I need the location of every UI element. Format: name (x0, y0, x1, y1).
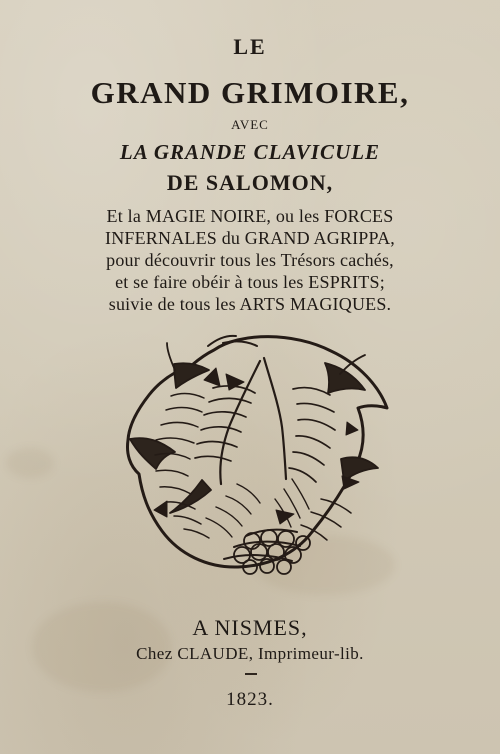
title-line-salomon: DE SALOMON, (166, 170, 334, 195)
title-line-grande-clavicule: LA GRANDE CLAVICULE (119, 140, 381, 164)
description-line-4: et se faire obéir à tous les ESPRITS; (115, 272, 385, 292)
publication-year: 1823. (226, 689, 274, 710)
description-line-1: Et la MAGIE NOIRE, ou les FORCES (106, 206, 394, 226)
engraved-cabbage-ornament (118, 326, 392, 580)
paper-stain (6, 448, 54, 478)
description-line-2: INFERNALES du GRAND AGRIPPA, (105, 228, 395, 248)
imprint-divider (245, 673, 257, 675)
title-line-le: LE (233, 34, 267, 59)
title-line-avec: AVEC (231, 117, 269, 132)
imprint-place: A NISMES, (192, 615, 308, 640)
title-line-grand-grimoire: GRAND GRIMOIRE, (90, 75, 410, 110)
imprint-publisher: Chez CLAUDE, Imprimeur-lib. (136, 644, 364, 663)
description-line-5: suivie de tous les ARTS MAGIQUES. (108, 294, 392, 314)
description-line-3: pour découvrir tous les Trésors cachés, (106, 250, 394, 270)
